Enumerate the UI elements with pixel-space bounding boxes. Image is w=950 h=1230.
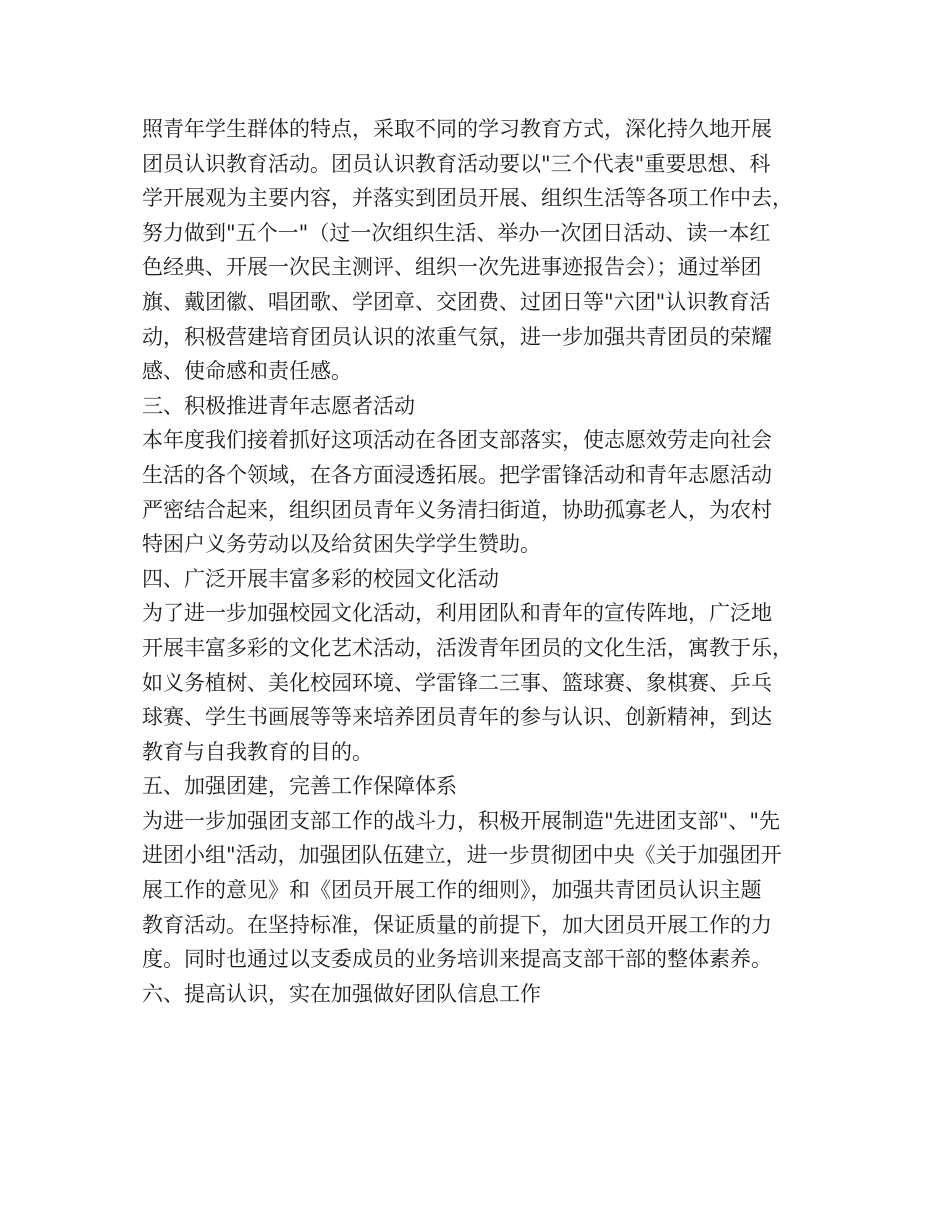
body-line: 度。同时也通过以支委成员的业务培训来提高支部干部的整体素养。 bbox=[142, 947, 772, 972]
body-line: 努力做到"五个一"（过一次组织生活、举办一次团日活动、读一本红 bbox=[142, 220, 771, 245]
body-line: 色经典、开展一次民主测评、组织一次先进事迹报告会）；通过举团 bbox=[142, 255, 762, 280]
body-line: 特困户义务劳动以及给贫困失学学生赞助。 bbox=[142, 532, 541, 557]
section-heading: 四、广泛开展丰富多彩的校园文化活动 bbox=[142, 566, 499, 591]
document-body bbox=[142, 112, 832, 1011]
body-line: 为了进一步加强校园文化活动，利用团队和青年的宣传阵地，广泛地 bbox=[142, 601, 772, 626]
body-line: 严密结合起来，组织团员青年义务清扫街道，协助孤寡老人，为农村 bbox=[142, 497, 772, 522]
body-line: 如义务植树、美化校园环境、学雷锋二三事、篮球赛、象棋赛、乒乓 bbox=[142, 670, 772, 695]
body-line: 本年度我们接着抓好这项活动在各团支部落实，使志愿效劳走向社会 bbox=[142, 428, 772, 453]
section-heading: 三、积极推进青年志愿者活动 bbox=[142, 393, 415, 418]
body-line: 动，积极营建培育团员认识的浓重气氛，进一步加强共青团员的荣耀 bbox=[142, 324, 772, 349]
section-heading: 六、提高认识，实在加强做好团队信息工作 bbox=[142, 981, 541, 1006]
body-line: 旗、戴团徽、唱团歌、学团章、交团费、过团日等"六团"认识教育活 bbox=[142, 289, 771, 314]
body-line: 教育活动。在坚持标准，保证质量的前提下，加大团员开展工作的力 bbox=[142, 912, 772, 937]
body-line: 开展丰富多彩的文化艺术活动，活泼青年团员的文化生活，寓教于乐， bbox=[142, 635, 793, 660]
body-line: 展工作的意见》和《团员开展工作的细则》，加强共青团员认识主题 bbox=[142, 878, 762, 903]
body-line: 球赛、学生书画展等等来培养团员青年的参与认识、创新精神，到达 bbox=[142, 705, 772, 730]
body-line: 学开展观为主要内容，并落实到团员开展、组织生活等各项工作中去， bbox=[142, 186, 793, 211]
body-line: 为进一步加强团支部工作的战斗力，积极开展制造"先进团支部"、"先 bbox=[142, 808, 780, 833]
body-line: 团员认识教育活动。团员认识教育活动要以"三个代表"重要思想、科 bbox=[142, 151, 771, 176]
body-line: 生活的各个领域，在各方面浸透拓展。把学雷锋活动和青年志愿活动 bbox=[142, 462, 772, 487]
section-heading: 五、加强团建，完善工作保障体系 bbox=[142, 774, 457, 799]
body-line: 进团小组"活动，加强团队伍建立，进一步贯彻团中央《关于加强团开 bbox=[142, 843, 782, 868]
body-line: 感、使命感和责任感。 bbox=[142, 359, 352, 384]
body-line: 照青年学生群体的特点，采取不同的学习教育方式，深化持久地开展 bbox=[142, 117, 772, 141]
body-line: 教育与自我教育的目的。 bbox=[142, 739, 373, 764]
